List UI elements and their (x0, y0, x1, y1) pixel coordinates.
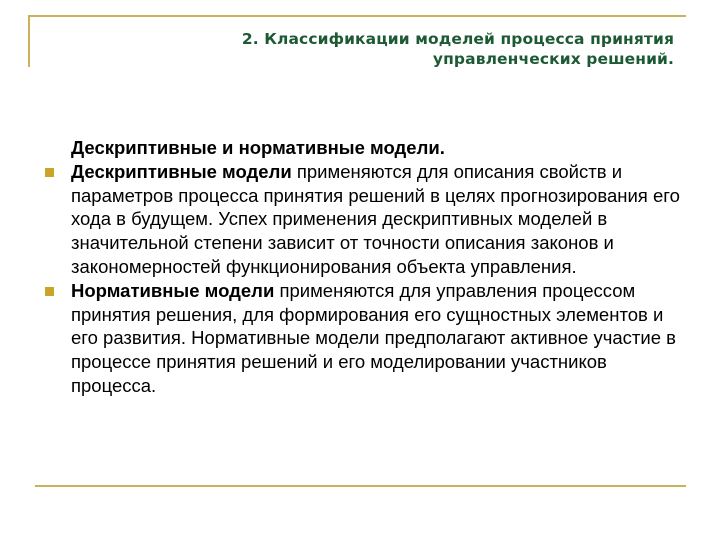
slide-title (114, 29, 674, 69)
bullet-item-descriptive (45, 160, 685, 279)
text-normative: применяются для управления процессом принятия решения, для формирования его сущностных элементов и его развития. Нормативные модели предполагают активное участие в процессе принятия решений и его моделировании участников процесса. (71, 279, 676, 396)
square-bullet-icon (45, 168, 54, 177)
bullet-item-normative (45, 279, 685, 398)
term-normative: Нормативные модели (71, 279, 275, 301)
frame-bottom-line (35, 485, 686, 487)
slide-title-line-1: 2. Классификации моделей процесса принятия (241, 30, 674, 48)
frame-top-line (28, 15, 686, 17)
square-bullet-icon (45, 287, 54, 296)
frame-left-line (28, 15, 30, 67)
slide-body (45, 136, 685, 398)
body-heading: Дескриптивные и нормативные модели. (71, 137, 445, 158)
slide-title-line-2: управленческих решений. (432, 50, 674, 68)
term-descriptive: Дескриптивные модели (71, 160, 292, 182)
text-descriptive: применяются для описания свойств и параметров процесса принятия решений в целях прогнозирования его хода в будущем. Успех применения дескриптивных моделей в значительной степени зависит от точности описания законов и закономерностей функционирования объекта управления. (71, 160, 680, 277)
